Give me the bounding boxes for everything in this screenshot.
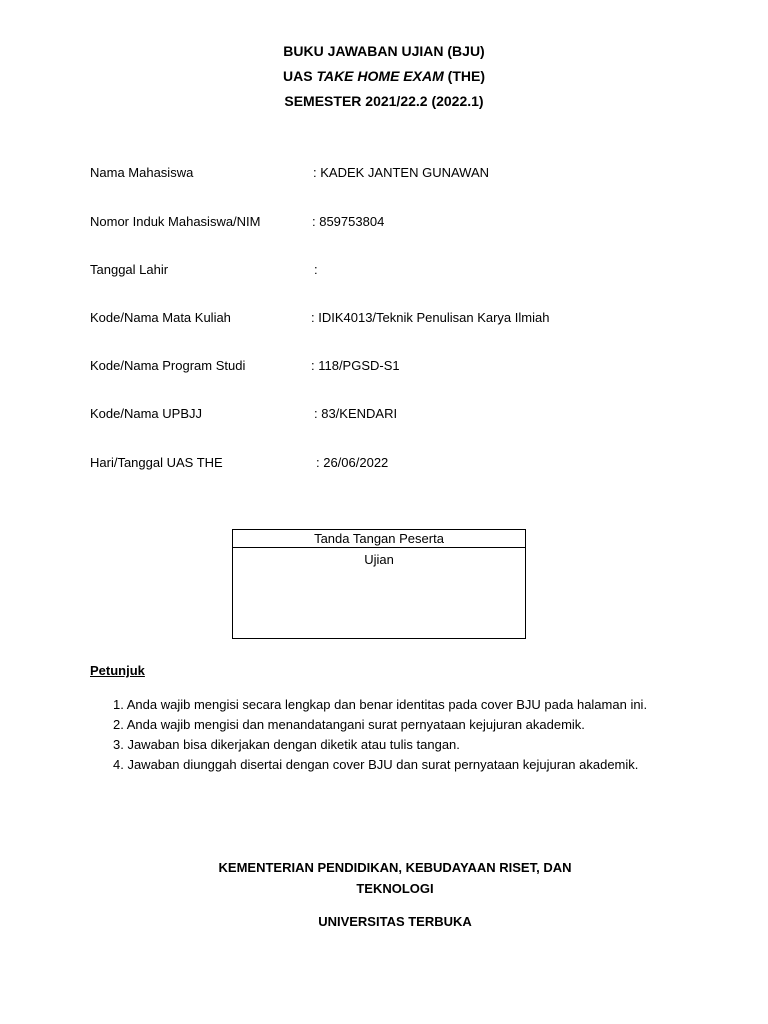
footer-ministry-line1: KEMENTERIAN PENDIDIKAN, KEBUDAYAAN RISET, DAN bbox=[218, 860, 572, 875]
field-label: Kode/Nama UPBJJ bbox=[90, 406, 202, 421]
doc-title-line1: BUKU JAWABAN UJIAN (BJU) bbox=[283, 43, 485, 59]
field-label: Nomor Induk Mahasiswa/NIM bbox=[90, 214, 261, 229]
field-label: Kode/Nama Mata Kuliah bbox=[90, 310, 231, 325]
title-suffix: (THE) bbox=[443, 68, 485, 84]
signature-box[interactable] bbox=[232, 529, 526, 639]
doc-title-line2 bbox=[0, 68, 768, 84]
footer-university: UNIVERSITAS TERBUKA bbox=[318, 914, 472, 929]
field-value: : 26/06/2022 bbox=[316, 455, 389, 470]
field-value: : 118/PGSD-S1 bbox=[311, 358, 400, 373]
field-label: Kode/Nama Program Studi bbox=[90, 358, 246, 373]
title-italic: TAKE HOME EXAM bbox=[316, 68, 444, 84]
instruction-item: 4. Jawaban diunggah disertai dengan cover BJU dan surat pernyataan kejujuran akademik. bbox=[113, 757, 639, 772]
title-prefix: UAS bbox=[283, 68, 317, 84]
field-value: : IDIK4013/Teknik Penulisan Karya Ilmiah bbox=[311, 310, 550, 325]
field-label: Nama Mahasiswa bbox=[90, 165, 194, 180]
footer-ministry-line2: TEKNOLOGI bbox=[356, 881, 434, 896]
signature-box-subtitle: Ujian bbox=[364, 552, 394, 567]
instructions-title: Petunjuk bbox=[90, 663, 145, 678]
field-value: : 83/KENDARI bbox=[314, 406, 398, 421]
instruction-item: 3. Jawaban bisa dikerjakan dengan diketik atau tulis tangan. bbox=[113, 737, 460, 752]
signature-box-title: Tanda Tangan Peserta bbox=[233, 530, 525, 548]
field-label: Tanggal Lahir bbox=[90, 262, 169, 277]
doc-title-line3: SEMESTER 2021/22.2 (2022.1) bbox=[284, 93, 484, 109]
instruction-item: 1. Anda wajib mengisi secara lengkap dan benar identitas pada cover BJU pada halaman ini. bbox=[113, 697, 648, 712]
instruction-item: 2. Anda wajib mengisi dan menandatangani surat pernyataan kejujuran akademik. bbox=[113, 717, 585, 732]
field-value: : KADEK JANTEN GUNAWAN bbox=[313, 165, 490, 180]
field-value: : bbox=[314, 262, 318, 277]
field-value: : 859753804 bbox=[312, 214, 385, 229]
field-label: Hari/Tanggal UAS THE bbox=[90, 455, 223, 470]
